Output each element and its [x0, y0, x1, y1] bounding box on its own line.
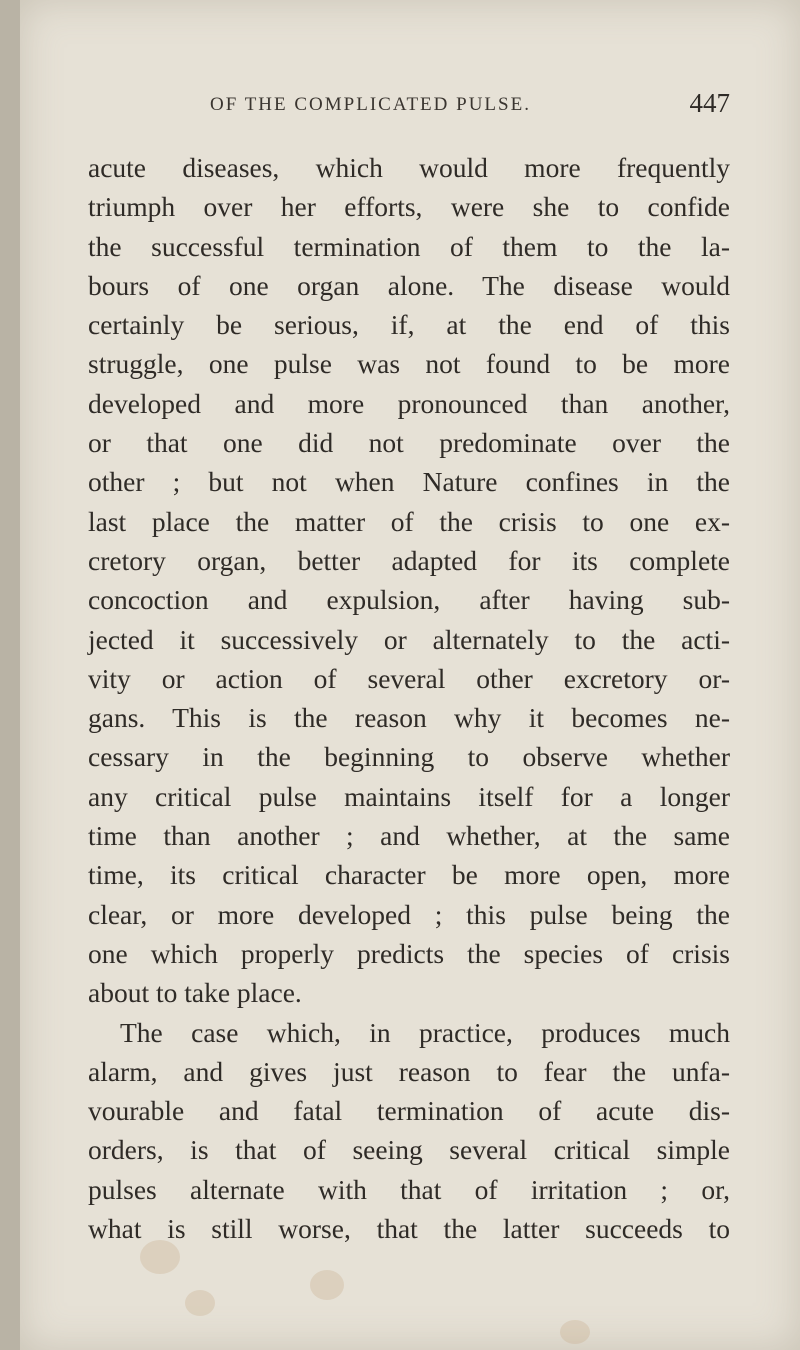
text-line: acute diseases, which would more frequently — [88, 152, 730, 183]
body-text — [88, 148, 730, 1248]
page-header — [20, 88, 800, 122]
text-line: bours of one organ alone. The disease would — [88, 269, 730, 301]
text-line: vity or action of several other excretory or- — [88, 662, 730, 694]
text-line: or that one did not predominate over the — [88, 427, 730, 459]
text-line: gans. This is the reason why it becomes ne- — [88, 702, 730, 734]
text-line: last place the matter of the crisis to one ex- — [88, 505, 730, 537]
text-line: concoction and expulsion, after having sub- — [88, 584, 730, 616]
text-line: any critical pulse maintains itself for a longer — [88, 780, 730, 812]
text-line: alarm, and gives just reason to fear the unfa- — [88, 1055, 730, 1087]
book-page — [20, 0, 800, 1350]
text-line: certainly be serious, if, at the end of this — [88, 309, 730, 341]
text-line: the successful termination of them to the la- — [88, 230, 730, 262]
text-line: one which properly predicts the species of crisis — [88, 937, 730, 969]
text-line: struggle, one pulse was not found to be more — [88, 348, 730, 380]
running-title: OF THE COMPLICATED PULSE. — [210, 94, 531, 115]
text-line: time, its critical character be more open, more — [88, 859, 730, 891]
text-line: other ; but not when Nature confines in the — [88, 466, 730, 498]
text-line: The case which, in practice, produces much — [120, 1016, 730, 1048]
text-line: vourable and fatal termination of acute dis- — [88, 1095, 730, 1127]
text-line: clear, or more developed ; this pulse being the — [88, 898, 730, 930]
text-line: triumph over her efforts, were she to confide — [88, 191, 730, 223]
text-line: orders, is that of seeing several critical simple — [88, 1134, 730, 1166]
text-line: time than another ; and whether, at the same — [88, 820, 730, 852]
text-line: what is still worse, that the latter succeeds to — [88, 1213, 730, 1245]
text-line: about to take place. — [88, 977, 302, 1009]
text-line: cretory organ, better adapted for its complete — [88, 544, 730, 576]
page-number: 447 — [689, 88, 730, 118]
text-line: jected it successively or alternately to the acti- — [88, 623, 730, 655]
text-line: cessary in the beginning to observe whether — [88, 741, 730, 773]
text-line: pulses alternate with that of irritation ; or, — [88, 1173, 730, 1205]
text-line: developed and more pronounced than another, — [88, 387, 730, 419]
